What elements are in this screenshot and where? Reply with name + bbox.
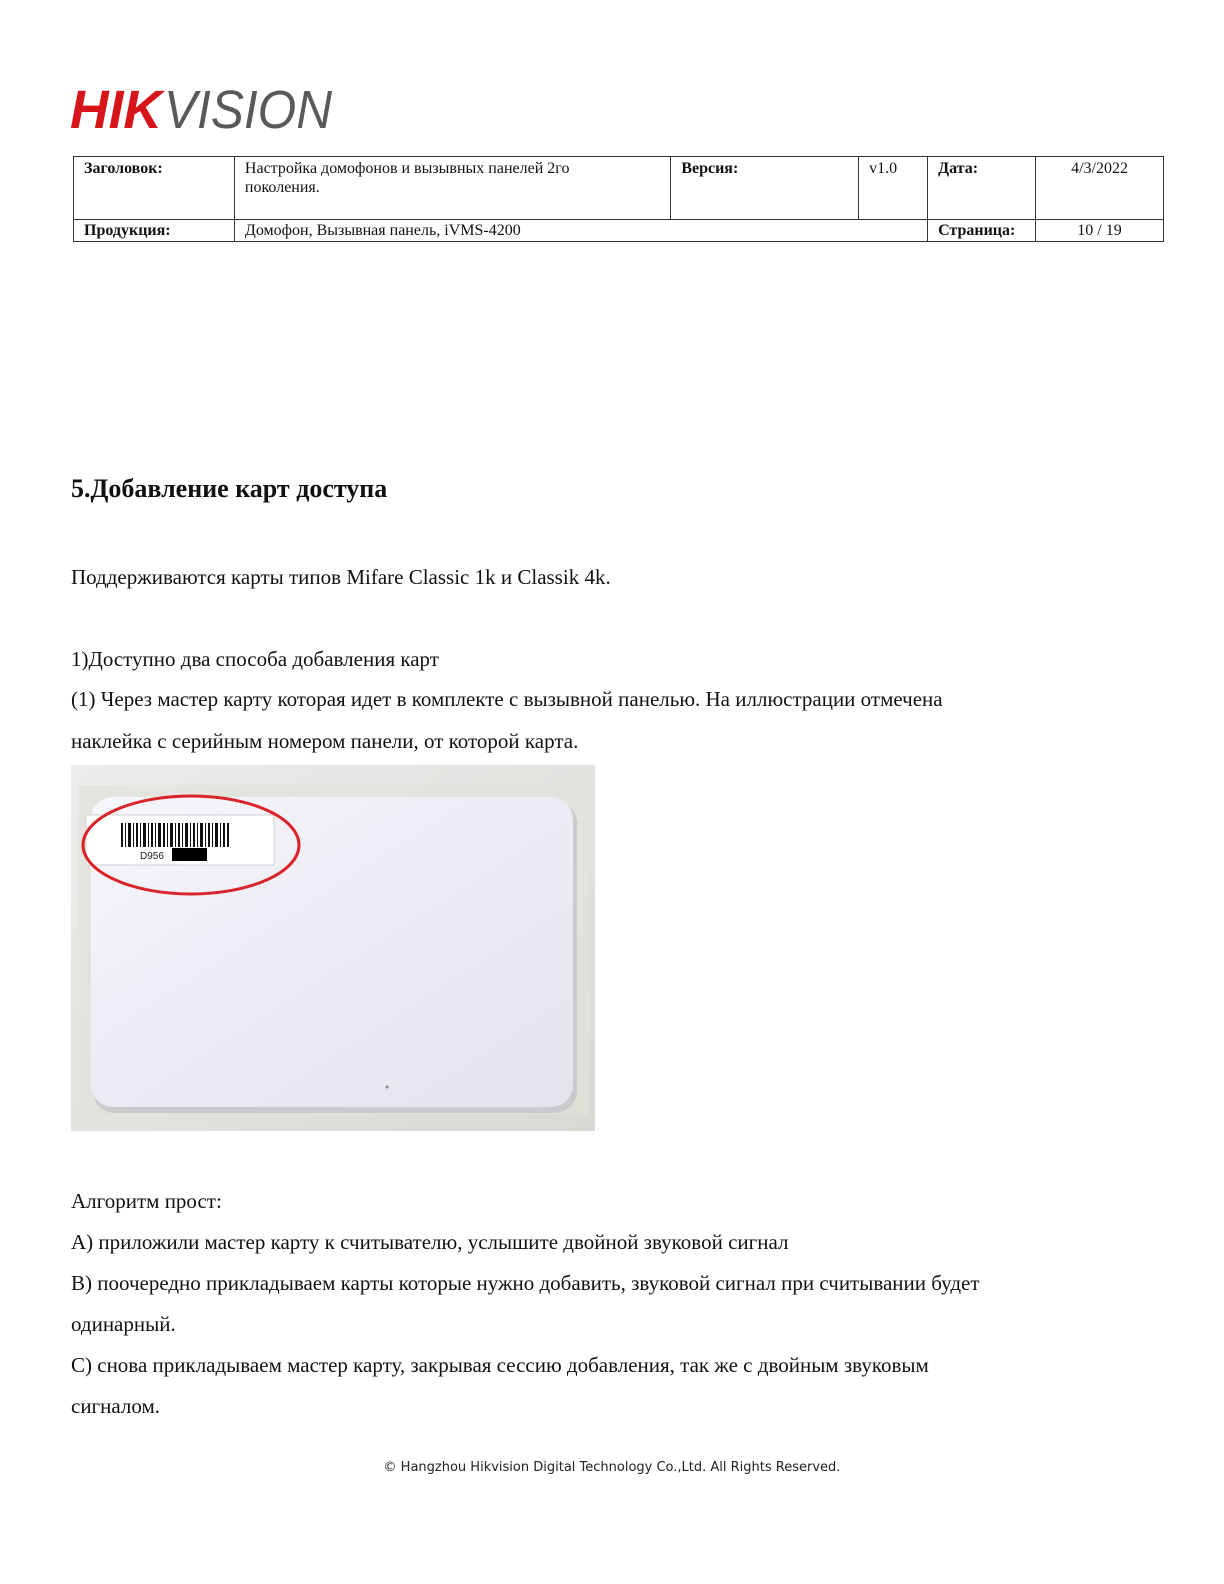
copyright-footer: © Hangzhou Hikvision Digital Technology Co.,Ltd. All Rights Reserved. [383, 1460, 841, 1475]
barcode-icon [121, 823, 229, 847]
paragraph-step-c-line1: С) снова прикладываем мастер карту, закрывая сессию добавления, так же с двойным звуковым [71, 1353, 929, 1377]
paragraph-step-b-line2: одинарный. [71, 1312, 176, 1336]
master-card-illustration [71, 765, 595, 1131]
sticker-serial-text: D956 [140, 851, 164, 862]
hikvision-logo [70, 84, 335, 132]
paragraph-step-c-line2: сигналом. [71, 1394, 161, 1418]
master-card-photo [71, 765, 595, 1131]
paragraph-method1-line2: наклейка с серийным номером панели, от которой карта. [71, 729, 579, 753]
product-label: Продукция: [74, 220, 235, 242]
version-value: v1.0 [859, 157, 928, 220]
paragraph-supported-cards: Поддерживаются карты типов Mifare Classic 1k и Classik 4k. [71, 565, 611, 589]
section-heading: 5.Добавление карт доступа [71, 474, 388, 503]
paragraph-step-a: А) приложили мастер карту к считывателю, услышите двойной звуковой сигнал [71, 1230, 789, 1254]
paragraph-algorithm: Алгоритм прост: [71, 1189, 222, 1213]
paragraph-step-b-line1: В) поочередно прикладываем карты которые нужно добавить, звуковой сигнал при считывании будет [71, 1271, 980, 1295]
title-value-line2: поколения. [244, 179, 320, 196]
product-value: Домофон, Вызывная панель, iVMS-4200 [234, 220, 927, 242]
svg-text:VISION: VISION [164, 84, 333, 132]
date-label: Дата: [928, 157, 1036, 220]
paragraph-methods: 1)Доступно два способа добавления карт [71, 647, 439, 671]
date-value: 4/3/2022 [1036, 157, 1164, 220]
page-label: Страница: [928, 220, 1036, 242]
title-label: Заголовок: [74, 157, 235, 220]
redaction-bar [172, 848, 207, 861]
paragraph-method1-line1: (1) Через мастер карту которая идет в комплекте с вызывной панелью. На иллюстрации отмечена [71, 687, 943, 711]
svg-text:HIK: HIK [70, 84, 166, 132]
page-value: 10 / 19 [1036, 220, 1164, 242]
title-value-line1: Настройка домофонов и вызывных панелей 2го [244, 160, 570, 177]
hikvision-logo-graphic [70, 84, 335, 132]
version-label: Версия: [671, 157, 859, 220]
document-meta-table [73, 156, 1164, 242]
title-value [234, 157, 670, 220]
